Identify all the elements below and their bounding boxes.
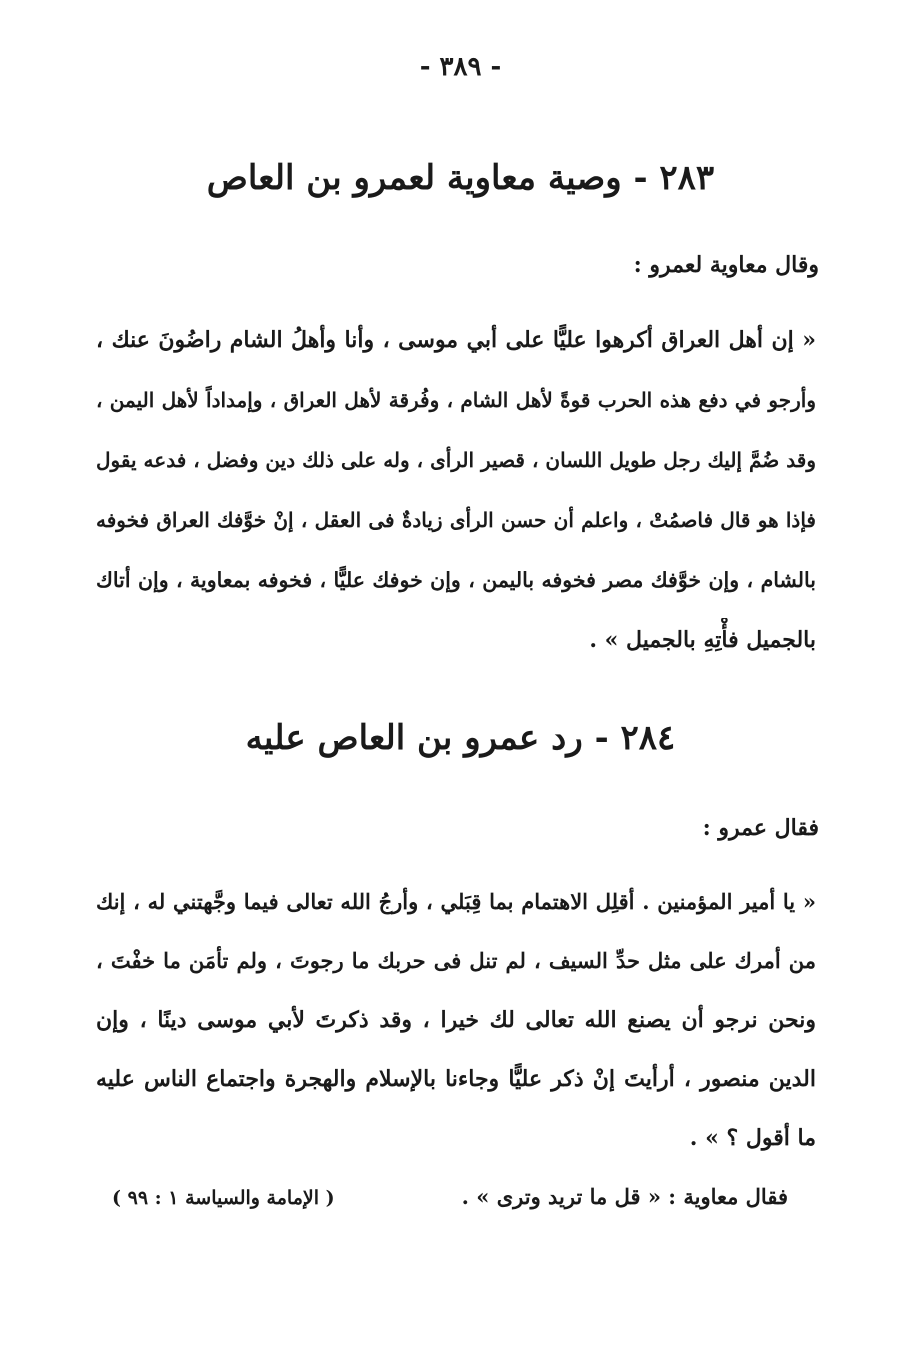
source-citation: ( الإمامة والسياسة ١ : ٩٩ ) — [112, 1187, 335, 1209]
section-intro-284: فقال عمرو : — [702, 815, 819, 841]
paragraph-line: بالجميل فأْتِهِ بالجميل » . — [589, 627, 816, 653]
paragraph-line: ونحن نرجو أن يصنع الله تعالى لك خيرا ، وقد ذكرتَ لأبي موسى دينًا ، وإن — [96, 1007, 816, 1033]
footer-reply: فقال معاوية : « قل ما تريد وترى » . — [461, 1184, 788, 1209]
paragraph-line: « يا أمير المؤمنين . أقلِل الاهتمام بما قِبَلي ، وأرجُ الله تعالى فيما وجَّهتني له ، إنك — [96, 889, 816, 914]
paragraph-line: فإذا هو قال فاصمُتْ ، واعلم أن حسن الرأى زيادةٌ فى العقل ، إنْ خوَّفك العراق فخوفه — [96, 508, 816, 532]
section-title-283: ٢٨٣ - وصية معاوية لعمرو بن العاص — [206, 158, 715, 198]
paragraph-line: وقد ضُمَّ إليك رجل طويل اللسان ، قصير الرأى ، وله على ذلك دين وفضل ، فدعه يقول — [96, 448, 816, 472]
footer — [112, 1184, 788, 1209]
section-intro-283: وقال معاوية لعمرو : — [633, 252, 819, 278]
section-title-284: ٢٨٤ - رد عمرو بن العاص عليه — [245, 718, 676, 758]
paragraph-284 — [96, 880, 816, 1175]
paragraph-line: ما أقول ؟ » . — [689, 1125, 816, 1151]
paragraph-line: وأرجو في دفع هذه الحرب قوةً لأهل الشام ، وفُرقة لأهل العراق ، وإمداداً لأهل اليمن ، — [96, 388, 816, 412]
page-number: - ٣٨٩ - — [419, 52, 502, 82]
paragraph-line: من أمرك على مثل حدِّ السيف ، لم تنل فى حربك ما رجوتَ ، ولم تأمَن ما خفْتَ ، — [96, 948, 816, 973]
paragraph-line: « إن أهل العراق أكرهوا عليًّا على أبي موسى ، وأنا وأهلُ الشام راضُونَ عنك ، — [96, 327, 816, 353]
paragraph-line: الدين منصور ، أرأيتَ إنْ ذكر عليًّا وجاءنا بالإسلام والهجرة واجتماع الناس عليه — [96, 1066, 816, 1092]
paragraph-283 — [96, 318, 816, 678]
paragraph-line: بالشام ، وإن خوَّفك مصر فخوفه باليمن ، وإن خوفك عليًّا ، فخوفه بمعاوية ، وإن أتاك — [96, 568, 816, 592]
